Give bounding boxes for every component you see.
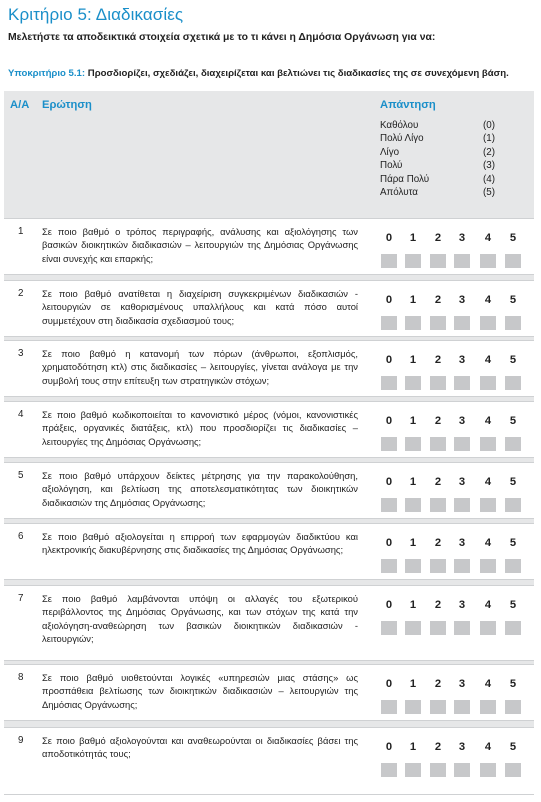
scale-number: 4 [484,232,492,244]
scale-number: 1 [409,232,417,244]
answer-checkbox[interactable] [505,254,521,268]
answer-checkbox[interactable] [505,376,521,390]
scale-option [380,598,398,635]
scale-number: 3 [458,741,466,753]
scale-option [380,536,398,573]
scale-number: 4 [484,294,492,306]
subcriterion [8,68,509,79]
scale-option [479,353,497,390]
legend-item [380,147,500,160]
scale-option [504,414,522,451]
scale-number: 0 [385,741,393,753]
answer-checkbox[interactable] [405,254,421,268]
column-header-aa: Α/Α [10,99,30,111]
question-row [4,462,534,519]
scale-number: 1 [409,354,417,366]
answer-checkbox[interactable] [430,700,446,714]
scale-option [429,231,447,268]
question-row [4,585,534,661]
answer-scale [378,536,528,582]
scale-option [380,231,398,268]
scale-number: 3 [458,415,466,427]
legend-label: Απόλυτα [380,186,418,198]
scale-number: 5 [509,232,517,244]
scale-option [380,293,398,330]
answer-checkbox[interactable] [405,763,421,777]
answer-scale [378,414,528,460]
answer-checkbox[interactable] [454,700,470,714]
scale-number: 3 [458,537,466,549]
answer-checkbox[interactable] [454,498,470,512]
scale-option [429,598,447,635]
question-text: Σε ποιο βαθμό ο τρόπος περιγραφής, ανάλυσης και αξιολόγησης των βασικών διοικητικών διαδικασιών – λειτουργιών της Δημόσιας Οργάνωσης είναι συνεχής και επαρκής; [42,226,358,264]
question-row [4,664,534,721]
scale-number: 4 [484,678,492,690]
question-row [4,727,534,795]
answer-scale-legend [380,120,500,200]
question-text: Σε ποιο βαθμό υπάρχουν δείκτες μέτρησης για την παρακολούθηση, αξιολόγηση, και βελτίωση της αποτελεσματικότητας των διοικητικών διαδικασιών της Δημόσιας Οργάνωσης; [42,470,358,508]
answer-checkbox[interactable] [454,559,470,573]
question-number: 2 [18,288,24,299]
question-number: 9 [18,735,24,746]
answer-scale [378,353,528,399]
answer-checkbox[interactable] [505,700,521,714]
answer-scale [378,677,528,723]
scale-option [429,475,447,512]
question-number: 6 [18,531,24,542]
scale-number: 2 [434,415,442,427]
scale-number: 0 [385,599,393,611]
scale-number: 0 [385,678,393,690]
answer-checkbox[interactable] [480,621,496,635]
answer-checkbox[interactable] [381,559,397,573]
scale-number: 0 [385,294,393,306]
scale-number: 2 [434,599,442,611]
scale-number: 3 [458,232,466,244]
answer-checkbox[interactable] [454,254,470,268]
intro-text: Μελετήστε τα αποδεικτικά στοιχεία σχετικά με το τι κάνει η Δημόσια Οργάνωση για να: [8,32,436,43]
question-number: 8 [18,672,24,683]
subcriterion-label: Υποκριτήριο 5.1: [8,68,86,79]
scale-number: 2 [434,537,442,549]
answer-checkbox[interactable] [381,316,397,330]
answer-checkbox[interactable] [505,621,521,635]
scale-number: 5 [509,537,517,549]
scale-option [504,475,522,512]
question-number: 3 [18,348,24,359]
scale-option [504,536,522,573]
scale-option [404,353,422,390]
answer-checkbox[interactable] [480,376,496,390]
scale-option [504,740,522,777]
scale-option [453,677,471,714]
answer-checkbox[interactable] [405,316,421,330]
legend-item [380,174,500,187]
answer-checkbox[interactable] [405,437,421,451]
scale-option [504,353,522,390]
scale-number: 4 [484,599,492,611]
question-row [4,340,534,397]
scale-option [380,740,398,777]
legend-item [380,133,500,146]
scale-option [380,414,398,451]
answer-checkbox[interactable] [381,621,397,635]
legend-item [380,187,500,200]
question-text: Σε ποιο βαθμό αξιολογούνται και αναθεωρούνται οι διαδικασίες βάσει της αποδοτικότητάς τους; [42,735,358,760]
answer-scale [378,598,528,644]
scale-option [429,414,447,451]
answer-checkbox[interactable] [430,316,446,330]
legend-value: (4) [483,173,495,185]
scale-option [479,598,497,635]
question-text: Σε ποιο βαθμό λαμβάνονται υπόψη οι αλλαγές του εξωτερικού περιβάλλοντος της Δημόσιας Οργάνωσης, και των στόχων της κατά την αξιολόγηση-αναθεώρηση των βασικών διοικητικών διαδικασιών - λειτουργιών; [42,593,358,645]
column-header-question: Ερώτηση [42,99,92,111]
legend-value: (3) [483,160,495,172]
scale-option [479,414,497,451]
answer-checkbox[interactable] [430,498,446,512]
legend-value: (2) [483,146,495,158]
scale-option [453,231,471,268]
answer-checkbox[interactable] [430,621,446,635]
page-title: Κριτήριο 5: Διαδικασίες [8,5,184,24]
answer-checkbox[interactable] [454,437,470,451]
answer-checkbox[interactable] [430,376,446,390]
answer-checkbox[interactable] [381,498,397,512]
answer-checkbox[interactable] [505,437,521,451]
answer-checkbox[interactable] [381,437,397,451]
scale-number: 1 [409,741,417,753]
answer-checkbox[interactable] [454,763,470,777]
scale-number: 3 [458,294,466,306]
answer-checkbox[interactable] [454,376,470,390]
scale-option [429,536,447,573]
question-number: 4 [18,409,24,420]
question-number: 5 [18,470,24,481]
scale-option [404,598,422,635]
question-row [4,401,534,458]
scale-option [453,740,471,777]
scale-number: 5 [509,678,517,690]
scale-option [479,475,497,512]
scale-number: 0 [385,415,393,427]
scale-number: 3 [458,599,466,611]
question-row [4,280,534,337]
answer-checkbox[interactable] [505,498,521,512]
scale-option [453,536,471,573]
scale-option [404,536,422,573]
answer-checkbox[interactable] [480,254,496,268]
question-text: Σε ποιο βαθμό η κατανομή των πόρων (άνθρωποι, εξοπλισμός, χρηματοδότηση κτλ) στις διαδικασίες – λειτουργίες, γίνεται ανάλογα με την συμβολή τους στην επίτευξη των στρατηγικών στόχων; [42,348,358,386]
question-text: Σε ποιο βαθμό αξιολογείται η επιρροή των εφαρμογών διαδικτύου και ηλεκτρονικής διακυβέρνησης στις διαδικασίες της Δημόσιας Οργάνωσης; [42,531,358,556]
answer-checkbox[interactable] [381,376,397,390]
answer-checkbox[interactable] [430,559,446,573]
answer-checkbox[interactable] [505,763,521,777]
scale-option [380,475,398,512]
legend-item [380,160,500,173]
answer-checkbox[interactable] [405,700,421,714]
scale-number: 0 [385,476,393,488]
answer-checkbox[interactable] [430,254,446,268]
scale-number: 1 [409,415,417,427]
scale-number: 5 [509,741,517,753]
scale-option [380,353,398,390]
scale-number: 5 [509,354,517,366]
scale-option [479,293,497,330]
scale-number: 5 [509,415,517,427]
scale-option [479,536,497,573]
scale-number: 5 [509,294,517,306]
legend-label: Λίγο [380,146,400,158]
answer-checkbox[interactable] [480,498,496,512]
scale-option [404,475,422,512]
scale-option [404,231,422,268]
answer-checkbox[interactable] [505,559,521,573]
scale-number: 1 [409,537,417,549]
answer-checkbox[interactable] [405,559,421,573]
legend-label: Πολύ Λίγο [380,133,424,145]
scale-number: 4 [484,354,492,366]
scale-number: 0 [385,232,393,244]
question-text: Σε ποιο βαθμό ανατίθεται η διαχείριση συγκεκριμένων διαδικασιών - λειτουργιών σε καθορισμένους υπαλλήλους και κατά πόσο αυτοί συμμετέχουν στη διαδικασία σχεδιασμού τους; [42,288,358,326]
scale-number: 4 [484,476,492,488]
scale-number: 4 [484,741,492,753]
scale-option [429,677,447,714]
answer-checkbox[interactable] [381,763,397,777]
answer-scale [378,293,528,339]
scale-number: 5 [509,476,517,488]
question-text: Σε ποιο βαθμό υιοθετούνται λογικές «υπηρεσιών μιας στάσης» ως προσπάθεια βελτίωσης των διοικητικών διαδικασιών – λειτουργιών της Δημόσιας Οργάνωσης; [42,672,358,710]
legend-label: Πάρα Πολύ [380,173,430,185]
scale-number: 0 [385,537,393,549]
scale-number: 3 [458,678,466,690]
scale-option [504,677,522,714]
scale-option [404,740,422,777]
legend-value: (1) [483,133,495,145]
answer-checkbox[interactable] [381,254,397,268]
scale-number: 0 [385,354,393,366]
scale-option [429,353,447,390]
question-row [4,523,534,580]
scale-option [404,293,422,330]
scale-number: 2 [434,476,442,488]
question-text: Σε ποιο βαθμό κωδικοποιείται το κανονιστικό μέρος (νόμοι, κανονιστικές πράξεις, οργανικές διατάξεις, κτλ) που προσδιορίζει τις διαδικασίες – λειτουργίες της Δημόσιας Οργάνωσης; [42,409,358,447]
scale-number: 2 [434,294,442,306]
question-row [4,218,534,275]
scale-option [429,740,447,777]
answer-checkbox[interactable] [480,316,496,330]
legend-label: Πολύ [380,160,403,172]
scale-number: 5 [509,599,517,611]
scale-number: 2 [434,741,442,753]
answer-checkbox[interactable] [430,763,446,777]
scale-number: 2 [434,678,442,690]
scale-option [504,598,522,635]
scale-number: 4 [484,415,492,427]
answer-checkbox[interactable] [480,437,496,451]
scale-option [453,414,471,451]
answer-checkbox[interactable] [480,559,496,573]
answer-checkbox[interactable] [480,700,496,714]
scale-option [453,598,471,635]
answer-checkbox[interactable] [381,700,397,714]
scale-option [479,740,497,777]
scale-number: 2 [434,232,442,244]
scale-option [479,231,497,268]
answer-checkbox[interactable] [505,316,521,330]
scale-option [504,293,522,330]
answer-scale [378,740,528,786]
answer-checkbox[interactable] [405,376,421,390]
scale-number: 1 [409,476,417,488]
scale-number: 2 [434,354,442,366]
scale-number: 4 [484,537,492,549]
answer-scale [378,475,528,521]
scale-option [380,677,398,714]
legend-label: Καθόλου [380,120,419,131]
scale-option [453,293,471,330]
scale-number: 3 [458,354,466,366]
legend-item [380,120,500,133]
scale-option [429,293,447,330]
answer-checkbox[interactable] [454,316,470,330]
column-header-answer: Απάντηση [380,99,436,111]
legend-value: (5) [483,186,495,198]
question-number: 7 [18,593,24,604]
scale-option [404,414,422,451]
scale-option [453,353,471,390]
scale-number: 1 [409,678,417,690]
scale-option [479,677,497,714]
answer-checkbox[interactable] [430,437,446,451]
scale-number: 1 [409,294,417,306]
scale-number: 3 [458,476,466,488]
answer-scale [378,231,528,277]
answer-checkbox[interactable] [480,763,496,777]
legend-value: (0) [483,120,495,131]
scale-option [404,677,422,714]
answer-checkbox[interactable] [454,621,470,635]
answer-checkbox[interactable] [405,498,421,512]
answer-checkbox[interactable] [405,621,421,635]
scale-option [453,475,471,512]
question-number: 1 [18,226,24,237]
scale-option [504,231,522,268]
subcriterion-text: Προσδιορίζει, σχεδιάζει, διαχειρίζεται και βελτιώνει τις διαδικασίες της σε συνεχόμενη βάση. [87,68,509,79]
scale-number: 1 [409,599,417,611]
